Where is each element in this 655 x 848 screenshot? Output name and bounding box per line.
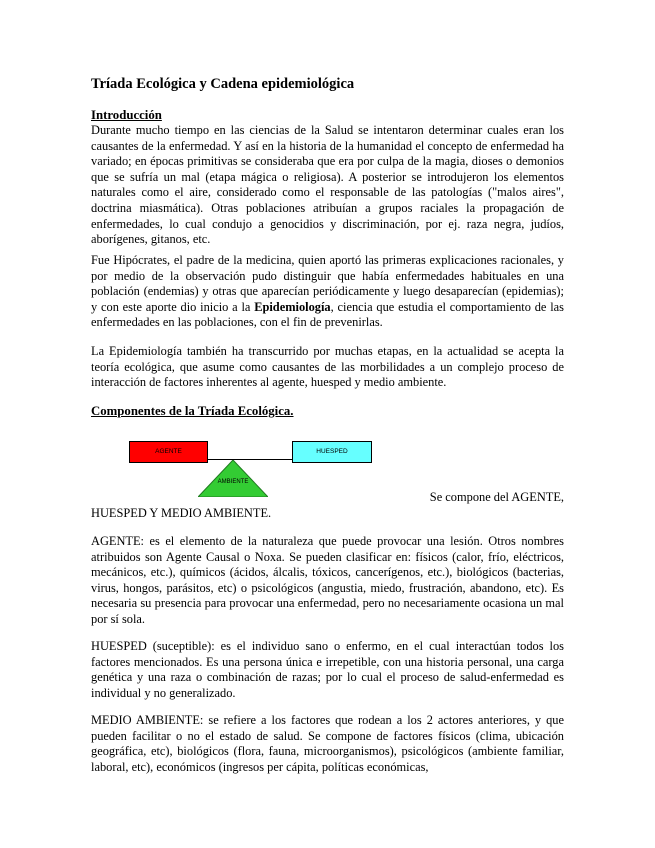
document-title: Tríada Ecológica y Cadena epidemiológica xyxy=(91,76,355,92)
agente-box: AGENTE xyxy=(129,441,208,463)
intro-paragraph-2-text: Fue Hipócrates, el padre de la medicina, quien aportó las primeras explicaciones racionales, y por medio de la observación pudo distinguir que había enfermedades habituales en una población (endemias) y otras que aparecían periódicamente y luego desaparecían (epidemias); y con este aporte dio inicio a la xyxy=(91,253,564,314)
components-heading: Componentes de la Tríada Ecológica. xyxy=(91,404,294,418)
ambiente-label: AMBIENTE xyxy=(217,479,249,485)
agente-paragraph: AGENTE: es el elemento de la naturaleza que puede provocar una lesión. Otros nombres atribuidos son Agente Causal o Noxa. Se pueden clasificar en: físicos (calor, frío, eléctricos, mecánicos, etc.), químicos (ácidos, álcalis, tóxicos, cancerígenos, etc.), biológicos (bacterias, virus, hongos, parásitos, etc) o psicológicos (angustia, miedo, frustración, abandono, etc). Es necesaria su presencia para provocar una enfermedad, pero no necesariamente ocasiona un mal por sí sola. xyxy=(91,534,564,626)
compone-line-1: Se compone del AGENTE, xyxy=(429,490,564,504)
intro-heading: Introducción xyxy=(91,108,162,122)
intro-paragraph-2 xyxy=(91,253,564,331)
huesped-box: HUESPED xyxy=(292,441,372,463)
intro-paragraph-2-text-end: , ciencia que estudia el comportamiento de las enfermedades en las poblaciones, con el fin de prevenirlas. xyxy=(91,299,564,330)
epidemiologia-term: Epidemiología xyxy=(254,299,331,314)
intro-paragraph-3: La Epidemiología también ha transcurrido por muchas etapas, en la actualidad se acepta la teoría ecológica, que asume como causantes de las morbilidades a un complejo proceso de interacción de factores inherentes al agente, huesped y medio ambiente. xyxy=(91,344,564,390)
intro-paragraph-1: Durante mucho tiempo en las ciencias de la Salud se intentaron determinar cuales eran los causantes de la enfermedad. Y así en la historia de la humanidad el concepto de enfermedad ha variado; en épocas primitivas se consideraba que era por culpa de la magia, dioses o demonios que se sufría un mal (etapa mágica o religiosa). A posterior se introdujeron los elementos naturales como el aire, considerado como el responsable de las patologías ("malos aires", doctrina miasmática). Otras poblaciones atribuían a grupos raciales la propagación de enfermedades, lo cual condujo a genocidios y discriminación, por ej. raza negra, judíos, aborígenes, gitanos, etc. xyxy=(91,123,564,247)
huesped-paragraph: HUESPED (suceptible): es el individuo sano o enfermo, en el cual interactúan todos los factores mencionados. Es una persona única e irrepetible, con una historia personal, una carga genética y una raza o combinación de razas; por lo cual el proceso de salud-enfermedad es individual y no generalizado. xyxy=(91,639,564,700)
compone-line-2: HUESPED Y MEDIO AMBIENTE. xyxy=(91,506,272,520)
medio-ambiente-paragraph: MEDIO AMBIENTE: se refiere a los factores que rodean a los 2 actores anteriores, y que pueden facilitar o no el estado de salud. Se compone de factores físicos (clima, ubicación geográfica, etc), biológicos (flora, fauna, microorganismos), psicológicos (ambiente familiar, laboral, etc), económicos (ingresos per cápita, políticas económicas, xyxy=(91,713,564,774)
